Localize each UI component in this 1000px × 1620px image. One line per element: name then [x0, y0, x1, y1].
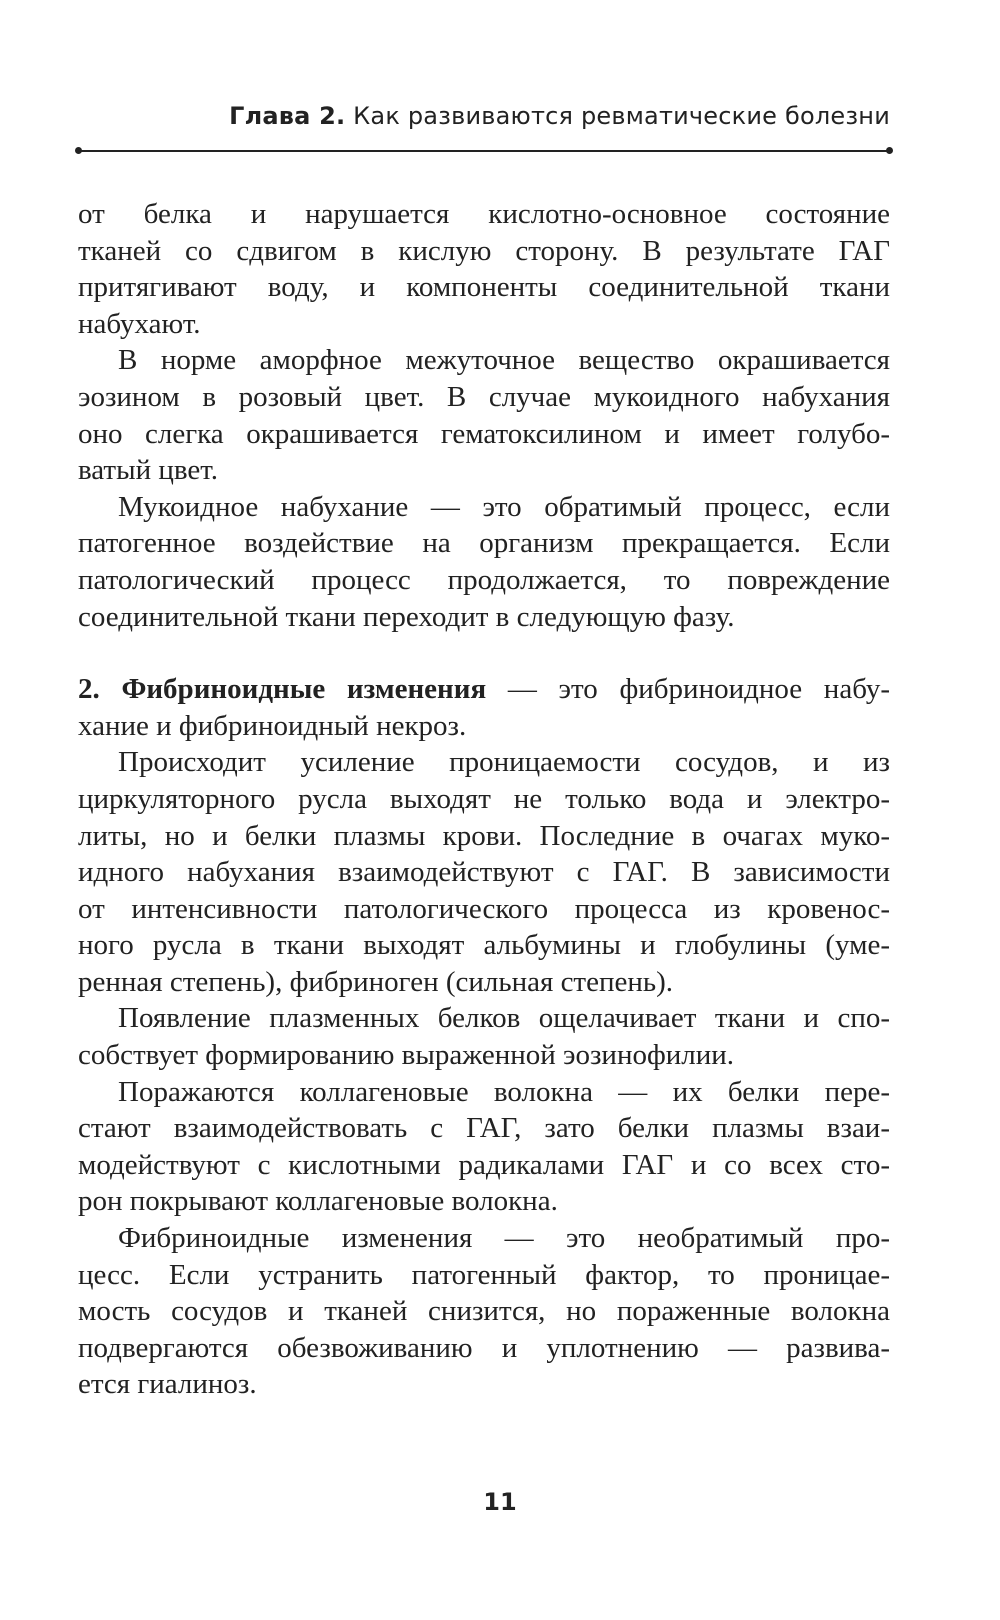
text-line: Происходит усиление проницаемости сосудов, и из	[118, 746, 890, 779]
chapter-title: Как развиваются ревматические болезни	[353, 102, 890, 130]
text-line: от интенсивности патологического процесса из кровенос-	[78, 892, 890, 925]
header-rule	[78, 150, 890, 152]
text-line: модействуют с кислотными радикалами ГАГ и со всех сто-	[78, 1148, 890, 1181]
paragraph-5	[78, 1000, 890, 1073]
text-line: притягивают воду, и компоненты соединительной ткани	[78, 271, 890, 304]
text-line: циркуляторного русла выходят не только вода и электро-	[78, 782, 890, 815]
text-line: Мукоидное набухание — это обратимый процесс, если	[118, 490, 890, 523]
section-2-heading	[78, 671, 890, 744]
text-line: стают взаимодействовать с ГАГ, зато белки плазмы взаи-	[78, 1112, 890, 1145]
text-line: эозином в розовый цвет. В случае мукоидного набухания	[78, 380, 890, 413]
text-line: В норме аморфное межуточное вещество окрашивается	[118, 344, 890, 377]
paragraph-2	[78, 342, 890, 488]
text-line: патогенное воздействие на организм прекращается. Если	[78, 527, 890, 560]
text-line: Фибриноидные изменения — это необратимый про-	[118, 1222, 890, 1255]
chapter-label: Глава 2.	[229, 102, 346, 130]
paragraph-7	[78, 1220, 890, 1403]
page-number: 11	[483, 1488, 517, 1516]
text-line: литы, но и белки плазмы крови. Последние в очагах муко-	[78, 819, 890, 852]
text-line: ватый цвет.	[78, 454, 219, 487]
rule-dot-right-icon	[886, 147, 893, 154]
text-line: собствует формированию выраженной эозинофилии.	[78, 1039, 735, 1072]
text-line: оно слегка окрашивается гематоксилином и имеет голубо-	[78, 417, 890, 450]
text-line: мость сосудов и тканей снизится, но пораженные волокна	[78, 1295, 890, 1328]
paragraph-3	[78, 489, 890, 635]
paragraph-1	[78, 196, 890, 342]
page-body	[78, 196, 890, 1403]
text-line: идного набухания взаимодействуют с ГАГ. В зависимости	[78, 856, 890, 889]
text-line: подвергаются обезвоживанию и уплотнению — развива-	[78, 1331, 890, 1364]
text-line: ренная степень), фибриноген (сильная степень).	[78, 965, 674, 998]
text-line: ного русла в ткани выходят альбумины и глобулины (уме-	[78, 929, 890, 962]
text-line: рон покрывают коллагеновые волокна.	[78, 1185, 558, 1218]
text-line: Появление плазменных белков ощелачивает ткани и спо-	[118, 1002, 890, 1035]
section-heading-bold: 2. Фибриноидные изменения	[78, 673, 487, 706]
paragraph-4	[78, 744, 890, 1000]
text-line: цесс. Если устранить патогенный фактор, то проницае-	[78, 1258, 890, 1291]
text-line: ется гиалиноз.	[78, 1368, 257, 1401]
rule-dot-left-icon	[75, 147, 82, 154]
text-line: хание и фибриноидный некроз.	[78, 709, 467, 742]
text-line: от белка и нарушается кислотно-основное состояние	[78, 198, 890, 230]
text-line: тканей со сдвигом в кислую сторону. В результате ГАГ	[78, 234, 890, 267]
paragraph-6	[78, 1074, 890, 1220]
text-line: патологический процесс продолжается, то повреждение	[78, 563, 890, 596]
text-line: соединительной ткани переходит в следующую фазу.	[78, 600, 735, 633]
text-line: набухают.	[78, 307, 201, 340]
running-header	[78, 102, 890, 130]
text-line: Поражаются коллагеновые волокна — их белки пере-	[118, 1075, 890, 1108]
section-heading-line	[78, 671, 890, 708]
section-heading-rest: — это фибриноидное набу-	[486, 673, 891, 706]
